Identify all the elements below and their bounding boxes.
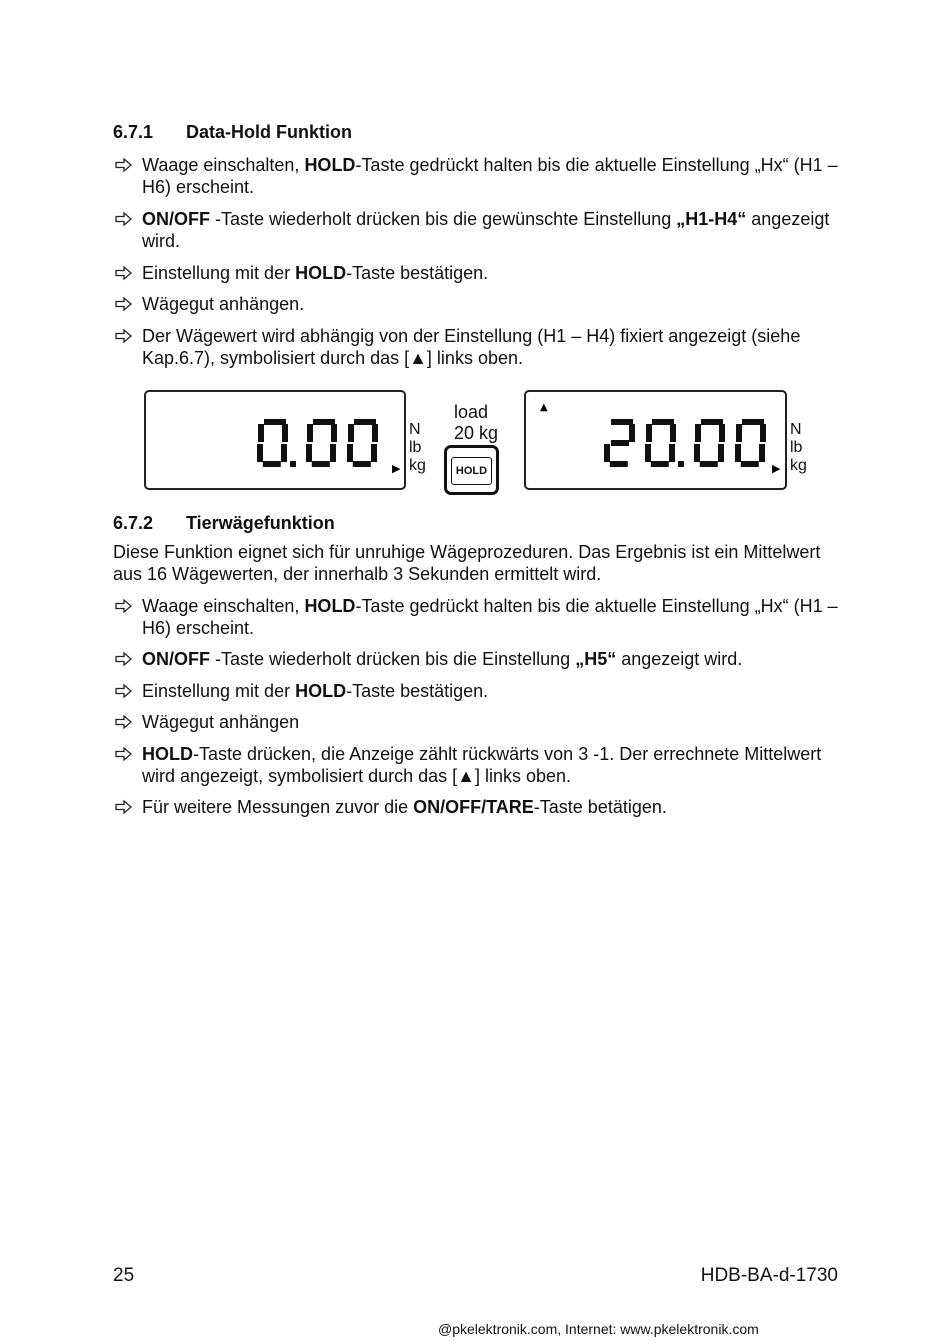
step-1-5 xyxy=(113,325,843,369)
arrow-bullet-icon xyxy=(113,680,135,702)
lcd-segment xyxy=(604,444,610,462)
lcd-segment xyxy=(257,444,263,462)
lcd-segment xyxy=(371,444,377,462)
unit-lb: lb xyxy=(409,439,422,456)
lcd-segment xyxy=(741,461,759,467)
lcd-segment xyxy=(760,424,766,442)
section-number: 6.7.2 xyxy=(113,513,154,533)
contact-line: @pkelektronik.com, Internet: www.pkelektronik.com xyxy=(438,1321,759,1337)
step-text: Einstellung mit der HOLD-Taste bestätigen. xyxy=(142,681,489,701)
arrow-bullet-icon xyxy=(113,293,135,315)
lcd-segment xyxy=(372,424,378,442)
step-2-2 xyxy=(113,648,843,670)
lcd-segment xyxy=(348,424,354,442)
section-title: Data-Hold Funktion xyxy=(186,122,352,142)
lcd-segment xyxy=(347,444,353,462)
lcd-segment xyxy=(646,424,652,442)
step-text: Wägegut anhängen xyxy=(142,712,300,732)
lcd-segment xyxy=(610,461,628,467)
hold-key xyxy=(444,445,499,495)
lcd-segment xyxy=(307,424,313,442)
lcd-segment xyxy=(718,444,724,462)
step-1-1 xyxy=(113,154,843,198)
section-intro: Diese Funktion eignet sich für unruhige Wägeprozeduren. Das Ergebnis ist ein Mittelwert aus 16 Wägewerten, der innerhalb 3 Sekunden ermittelt wird. xyxy=(113,542,821,584)
unit-n: N xyxy=(409,421,421,438)
lcd-segment xyxy=(611,440,629,446)
arrow-bullet-icon xyxy=(113,711,135,733)
step-text: Wägegut anhängen. xyxy=(142,294,305,314)
step-1-4 xyxy=(113,293,843,315)
arrow-bullet-icon xyxy=(113,262,135,284)
step-2-6 xyxy=(113,796,843,818)
step-1-2 xyxy=(113,208,843,252)
step-2-3 xyxy=(113,680,843,702)
lcd-display-left xyxy=(144,390,406,490)
step-2-1 xyxy=(113,595,843,639)
unit-kg: kg xyxy=(790,457,807,474)
lcd-segment xyxy=(719,424,725,442)
lcd-display-right xyxy=(524,390,787,490)
arrow-bullet-icon xyxy=(113,325,135,347)
unit-lb: lb xyxy=(790,439,803,456)
step-2-4 xyxy=(113,711,843,733)
lcd-segment xyxy=(759,444,765,462)
seven-segment-value xyxy=(604,419,766,467)
step-text: Der Wägewert wird abhängig von der Einstellung (H1 – H4) fixiert angezeigt (siehe Kap.6.7), symbolisiert durch das [▲] links oben. xyxy=(142,326,801,368)
hold-key-label: HOLD xyxy=(451,457,492,485)
lcd-segment xyxy=(281,444,287,462)
hold-indicator-icon: ▲ xyxy=(540,402,548,413)
decimal-point xyxy=(290,461,296,467)
decimal-point xyxy=(678,461,684,467)
lcd-segment xyxy=(700,461,718,467)
section-title: Tierwägefunktion xyxy=(186,513,335,533)
lcd-segment xyxy=(694,444,700,462)
lcd-segment xyxy=(330,444,336,462)
unit-labels-left xyxy=(409,421,426,475)
lcd-segment xyxy=(735,444,741,462)
section-number: 6.7.1 xyxy=(113,122,154,142)
lcd-segment xyxy=(629,424,635,442)
lcd-digits-left xyxy=(146,392,404,488)
unit-kg: kg xyxy=(409,457,426,474)
step-text: Für weitere Messungen zuvor die ON/OFF/TARE-Taste betätigen. xyxy=(142,797,667,817)
lcd-segment xyxy=(736,424,742,442)
lcd-segment xyxy=(306,444,312,462)
lcd-digits-right xyxy=(526,392,785,488)
arrow-bullet-icon xyxy=(113,208,135,230)
lcd-segment xyxy=(312,461,330,467)
lcd-segment xyxy=(282,424,288,442)
arrow-bullet-icon xyxy=(113,796,135,818)
lcd-segment xyxy=(670,424,676,442)
load-value: 20 kg xyxy=(454,423,499,443)
arrow-bullet-icon xyxy=(113,595,135,617)
load-label: load xyxy=(454,402,489,422)
arrow-bullet-icon xyxy=(113,154,135,176)
unit-labels-right xyxy=(790,421,807,475)
step-text: HOLD-Taste drücken, die Anzeige zählt rückwärts von 3 -1. Der errechnete Mittelwert wird angezeigt, symbolisiert durch das [▲] links oben. xyxy=(142,744,822,786)
lcd-segment xyxy=(258,424,264,442)
lcd-segment xyxy=(651,461,669,467)
step-text: ON/OFF -Taste wiederholt drücken bis die gewünschte Einstellung „H1-H4“ angezeigt wird. xyxy=(142,209,830,251)
seven-segment-value xyxy=(257,419,378,467)
unit-pointer-icon: ▶ xyxy=(772,462,781,475)
lcd-segment xyxy=(695,424,701,442)
lcd-segment xyxy=(263,461,281,467)
lcd-segment xyxy=(645,444,651,462)
document-id: HDB-BA-d-1730 xyxy=(700,1265,838,1286)
section-heading-6-7-2 xyxy=(113,513,335,534)
section-heading-6-7-1 xyxy=(113,122,352,143)
step-text: Waage einschalten, HOLD-Taste gedrückt halten bis die aktuelle Einstellung „Hx“ (H1 – H6) erscheint. xyxy=(142,155,838,197)
step-text: Waage einschalten, HOLD-Taste gedrückt halten bis die aktuelle Einstellung „Hx“ (H1 – H6) erscheint. xyxy=(142,596,838,638)
step-1-3 xyxy=(113,262,843,284)
lcd-segment xyxy=(669,444,675,462)
step-text: ON/OFF -Taste wiederholt drücken bis die Einstellung „H5“ angezeigt wird. xyxy=(142,649,743,669)
step-text: Einstellung mit der HOLD-Taste bestätigen. xyxy=(142,263,489,283)
arrow-bullet-icon xyxy=(113,648,135,670)
arrow-bullet-icon xyxy=(113,743,135,765)
lcd-segment xyxy=(331,424,337,442)
load-annotation xyxy=(454,402,498,444)
unit-n: N xyxy=(790,421,802,438)
unit-pointer-icon: ▶ xyxy=(392,462,401,475)
page-number: 25 xyxy=(113,1265,135,1286)
step-2-5 xyxy=(113,743,843,787)
lcd-segment xyxy=(353,461,371,467)
